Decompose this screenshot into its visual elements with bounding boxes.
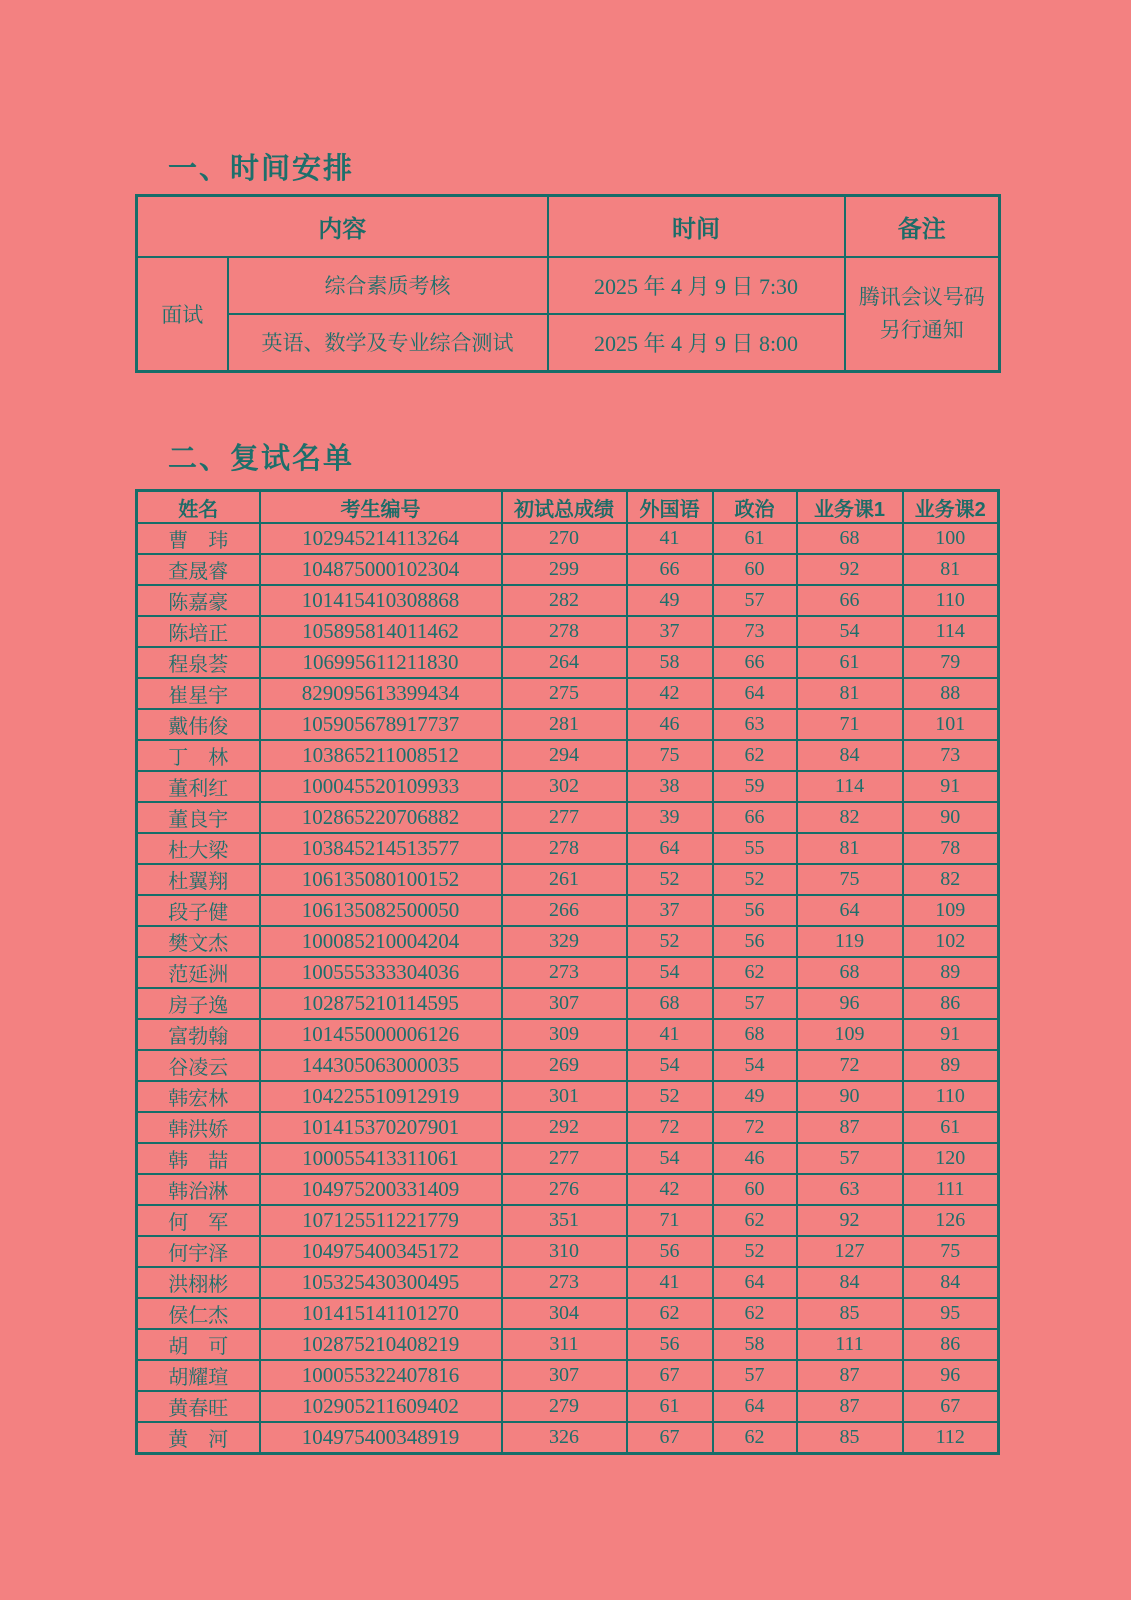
cell-politics: 72 [713,1112,797,1143]
cell-course2: 101 [903,709,999,740]
candidate-header-politics: 政治 [713,491,797,524]
cell-name: 韩治淋 [137,1174,260,1205]
cell-foreign: 46 [627,709,713,740]
cell-politics: 56 [713,926,797,957]
cell-total: 261 [502,864,627,895]
cell-politics: 57 [713,988,797,1019]
cell-course1: 75 [797,864,903,895]
cell-course2: 110 [903,1081,999,1112]
cell-politics: 55 [713,833,797,864]
candidate-row [137,1422,999,1454]
cell-course1: 96 [797,988,903,1019]
cell-name: 崔星宇 [137,678,260,709]
cell-total: 264 [502,647,627,678]
cell-name: 陈嘉豪 [137,585,260,616]
cell-name: 黄春旺 [137,1391,260,1422]
cell-id: 101415370207901 [260,1112,502,1143]
cell-total: 301 [502,1081,627,1112]
candidate-row [137,864,999,895]
cell-name: 程泉荟 [137,647,260,678]
cell-politics: 62 [713,1298,797,1329]
cell-total: 307 [502,1360,627,1391]
candidate-header-id: 考生编号 [260,491,502,524]
candidate-row [137,554,999,585]
cell-politics: 63 [713,709,797,740]
cell-foreign: 37 [627,895,713,926]
cell-foreign: 54 [627,1050,713,1081]
cell-foreign: 67 [627,1360,713,1391]
cell-course2: 109 [903,895,999,926]
remark-line-2: 另行通知 [879,318,964,342]
cell-course2: 126 [903,1205,999,1236]
cell-course1: 87 [797,1360,903,1391]
cell-course1: 82 [797,802,903,833]
cell-total: 279 [502,1391,627,1422]
remark-line-1: 腾讯会议号码 [858,285,985,310]
cell-course2: 79 [903,647,999,678]
cell-name: 洪栩彬 [137,1267,260,1298]
cell-total: 281 [502,709,627,740]
cell-total: 311 [502,1329,627,1360]
cell-foreign: 52 [627,926,713,957]
cell-course2: 67 [903,1391,999,1422]
candidate-row [137,709,999,740]
cell-id: 100055322407816 [260,1360,502,1391]
cell-foreign: 72 [627,1112,713,1143]
candidate-row [137,895,999,926]
schedule-header-content: 内容 [137,196,548,258]
cell-course2: 82 [903,864,999,895]
cell-total: 276 [502,1174,627,1205]
schedule-time-2: 2025 年 4 月 9 日 8:00 [548,314,845,372]
schedule-content-1: 综合素质考核 [228,257,548,314]
cell-total: 307 [502,988,627,1019]
cell-course2: 78 [903,833,999,864]
schedule-header-row [137,196,1000,258]
schedule-header-time: 时间 [548,196,845,258]
schedule-remark-cell [845,257,1000,372]
cell-course2: 81 [903,554,999,585]
cell-id: 104875000102304 [260,554,502,585]
cell-course2: 86 [903,1329,999,1360]
candidate-row [137,1050,999,1081]
cell-politics: 62 [713,1205,797,1236]
cell-id: 105325430300495 [260,1267,502,1298]
cell-foreign: 61 [627,1391,713,1422]
cell-name: 范延洲 [137,957,260,988]
candidate-row [137,1298,999,1329]
cell-foreign: 41 [627,1019,713,1050]
cell-total: 292 [502,1112,627,1143]
cell-course1: 54 [797,616,903,647]
cell-id: 106995611211830 [260,647,502,678]
cell-politics: 57 [713,1360,797,1391]
cell-foreign: 54 [627,1143,713,1174]
section1-heading: 一、时间安排 [168,153,355,185]
candidate-header-name: 姓名 [137,491,260,524]
cell-id: 101415141101270 [260,1298,502,1329]
cell-name: 胡耀瑄 [137,1360,260,1391]
cell-total: 270 [502,523,627,554]
cell-name: 胡 可 [137,1329,260,1360]
cell-politics: 59 [713,771,797,802]
candidate-table-body [137,523,999,1454]
cell-course2: 84 [903,1267,999,1298]
cell-foreign: 64 [627,833,713,864]
cell-total: 351 [502,1205,627,1236]
candidate-row [137,1360,999,1391]
cell-foreign: 38 [627,771,713,802]
cell-name: 陈培正 [137,616,260,647]
candidate-header-course1: 业务课1 [797,491,903,524]
cell-course2: 114 [903,616,999,647]
cell-course2: 75 [903,1236,999,1267]
cell-total: 299 [502,554,627,585]
cell-course1: 127 [797,1236,903,1267]
cell-id: 102945214113264 [260,523,502,554]
cell-course1: 92 [797,554,903,585]
cell-course1: 85 [797,1422,903,1454]
candidate-header-row [137,491,999,524]
cell-politics: 57 [713,585,797,616]
cell-id: 107125511221779 [260,1205,502,1236]
cell-total: 277 [502,802,627,833]
cell-course1: 109 [797,1019,903,1050]
cell-foreign: 56 [627,1329,713,1360]
cell-id: 104975400345172 [260,1236,502,1267]
cell-id: 100555333304036 [260,957,502,988]
cell-id: 100045520109933 [260,771,502,802]
candidate-row [137,1112,999,1143]
cell-course2: 102 [903,926,999,957]
schedule-table [135,194,1001,373]
cell-foreign: 52 [627,864,713,895]
candidate-table [135,489,1000,1455]
cell-foreign: 52 [627,1081,713,1112]
section2-heading: 二、复试名单 [168,443,355,475]
cell-course2: 111 [903,1174,999,1205]
cell-course1: 72 [797,1050,903,1081]
schedule-row-1 [137,257,1000,314]
cell-course2: 89 [903,957,999,988]
cell-course2: 86 [903,988,999,1019]
cell-politics: 62 [713,957,797,988]
cell-name: 段子健 [137,895,260,926]
cell-politics: 68 [713,1019,797,1050]
cell-total: 273 [502,957,627,988]
cell-id: 100085210004204 [260,926,502,957]
candidate-row [137,647,999,678]
cell-course1: 87 [797,1391,903,1422]
cell-id: 103865211008512 [260,740,502,771]
candidate-row [137,1143,999,1174]
cell-course1: 68 [797,957,903,988]
cell-course1: 84 [797,1267,903,1298]
cell-politics: 64 [713,678,797,709]
cell-course1: 111 [797,1329,903,1360]
cell-name: 谷凌云 [137,1050,260,1081]
schedule-content-2: 英语、数学及专业综合测试 [228,314,548,372]
cell-name: 杜翼翔 [137,864,260,895]
cell-politics: 62 [713,740,797,771]
cell-politics: 64 [713,1391,797,1422]
cell-total: 329 [502,926,627,957]
cell-name: 杜大梁 [137,833,260,864]
cell-id: 144305063000035 [260,1050,502,1081]
cell-total: 277 [502,1143,627,1174]
cell-name: 戴伟俊 [137,709,260,740]
cell-course1: 71 [797,709,903,740]
cell-id: 106135082500050 [260,895,502,926]
cell-course2: 61 [903,1112,999,1143]
cell-name: 黄 河 [137,1422,260,1454]
cell-foreign: 62 [627,1298,713,1329]
cell-total: 302 [502,771,627,802]
cell-id: 829095613399434 [260,678,502,709]
cell-total: 282 [502,585,627,616]
cell-name: 何 军 [137,1205,260,1236]
cell-politics: 64 [713,1267,797,1298]
candidate-row [137,740,999,771]
candidate-row [137,771,999,802]
cell-politics: 52 [713,864,797,895]
candidate-row [137,1236,999,1267]
cell-id: 102905211609402 [260,1391,502,1422]
cell-course1: 87 [797,1112,903,1143]
cell-name: 侯仁杰 [137,1298,260,1329]
cell-total: 326 [502,1422,627,1454]
cell-id: 104975200331409 [260,1174,502,1205]
cell-politics: 62 [713,1422,797,1454]
cell-total: 266 [502,895,627,926]
candidate-row [137,1174,999,1205]
cell-course2: 100 [903,523,999,554]
cell-foreign: 41 [627,523,713,554]
cell-foreign: 49 [627,585,713,616]
cell-course1: 57 [797,1143,903,1174]
candidate-row [137,1081,999,1112]
cell-name: 韩 喆 [137,1143,260,1174]
cell-course1: 84 [797,740,903,771]
cell-name: 查晟睿 [137,554,260,585]
cell-total: 309 [502,1019,627,1050]
candidate-row [137,616,999,647]
cell-id: 106135080100152 [260,864,502,895]
cell-id: 102875210114595 [260,988,502,1019]
cell-course2: 110 [903,585,999,616]
cell-course2: 120 [903,1143,999,1174]
cell-course2: 91 [903,1019,999,1050]
cell-name: 丁 林 [137,740,260,771]
cell-politics: 60 [713,1174,797,1205]
cell-politics: 58 [713,1329,797,1360]
cell-course1: 63 [797,1174,903,1205]
cell-course2: 89 [903,1050,999,1081]
cell-id: 101455000006126 [260,1019,502,1050]
cell-course1: 68 [797,523,903,554]
cell-course2: 95 [903,1298,999,1329]
cell-name: 富勃翰 [137,1019,260,1050]
cell-course2: 73 [903,740,999,771]
cell-politics: 66 [713,802,797,833]
candidate-row [137,678,999,709]
cell-foreign: 68 [627,988,713,1019]
cell-total: 269 [502,1050,627,1081]
candidate-row [137,957,999,988]
candidate-row [137,1391,999,1422]
cell-politics: 60 [713,554,797,585]
cell-total: 278 [502,616,627,647]
cell-course1: 64 [797,895,903,926]
cell-politics: 61 [713,523,797,554]
cell-foreign: 75 [627,740,713,771]
candidate-row [137,1267,999,1298]
cell-foreign: 71 [627,1205,713,1236]
candidate-header-total: 初试总成绩 [502,491,627,524]
candidate-row [137,833,999,864]
cell-name: 韩洪娇 [137,1112,260,1143]
candidate-row [137,1205,999,1236]
cell-id: 105905678917737 [260,709,502,740]
cell-foreign: 66 [627,554,713,585]
cell-course1: 114 [797,771,903,802]
schedule-header-remark: 备注 [845,196,1000,258]
cell-name: 董良宇 [137,802,260,833]
cell-id: 103845214513577 [260,833,502,864]
cell-politics: 54 [713,1050,797,1081]
cell-total: 304 [502,1298,627,1329]
cell-id: 101415410308868 [260,585,502,616]
candidate-row [137,988,999,1019]
cell-course1: 85 [797,1298,903,1329]
cell-foreign: 56 [627,1236,713,1267]
candidate-header-course2: 业务课2 [903,491,999,524]
schedule-group-label: 面试 [137,257,228,372]
cell-foreign: 54 [627,957,713,988]
cell-politics: 49 [713,1081,797,1112]
cell-total: 275 [502,678,627,709]
cell-course2: 88 [903,678,999,709]
cell-total: 310 [502,1236,627,1267]
cell-id: 100055413311061 [260,1143,502,1174]
cell-name: 曹 玮 [137,523,260,554]
cell-foreign: 58 [627,647,713,678]
candidate-row [137,802,999,833]
cell-course1: 61 [797,647,903,678]
cell-course1: 81 [797,678,903,709]
cell-foreign: 37 [627,616,713,647]
candidate-header-foreign: 外国语 [627,491,713,524]
cell-course2: 90 [903,802,999,833]
candidate-row [137,1019,999,1050]
cell-foreign: 39 [627,802,713,833]
cell-name: 樊文杰 [137,926,260,957]
cell-course1: 66 [797,585,903,616]
cell-course2: 112 [903,1422,999,1454]
candidate-row [137,523,999,554]
cell-id: 102865220706882 [260,802,502,833]
cell-total: 278 [502,833,627,864]
cell-course2: 96 [903,1360,999,1391]
cell-politics: 52 [713,1236,797,1267]
cell-course1: 119 [797,926,903,957]
cell-id: 105895814011462 [260,616,502,647]
cell-id: 102875210408219 [260,1329,502,1360]
cell-politics: 46 [713,1143,797,1174]
schedule-time-1: 2025 年 4 月 9 日 7:30 [548,257,845,314]
cell-name: 房子逸 [137,988,260,1019]
cell-name: 董利红 [137,771,260,802]
cell-course1: 90 [797,1081,903,1112]
cell-id: 104975400348919 [260,1422,502,1454]
cell-name: 何宇泽 [137,1236,260,1267]
cell-total: 294 [502,740,627,771]
cell-course1: 81 [797,833,903,864]
cell-name: 韩宏林 [137,1081,260,1112]
cell-total: 273 [502,1267,627,1298]
candidate-row [137,926,999,957]
cell-course1: 92 [797,1205,903,1236]
cell-foreign: 41 [627,1267,713,1298]
cell-foreign: 67 [627,1422,713,1454]
cell-course2: 91 [903,771,999,802]
cell-foreign: 42 [627,678,713,709]
cell-id: 104225510912919 [260,1081,502,1112]
cell-foreign: 42 [627,1174,713,1205]
cell-politics: 66 [713,647,797,678]
cell-politics: 56 [713,895,797,926]
cell-politics: 73 [713,616,797,647]
candidate-row [137,585,999,616]
candidate-row [137,1329,999,1360]
